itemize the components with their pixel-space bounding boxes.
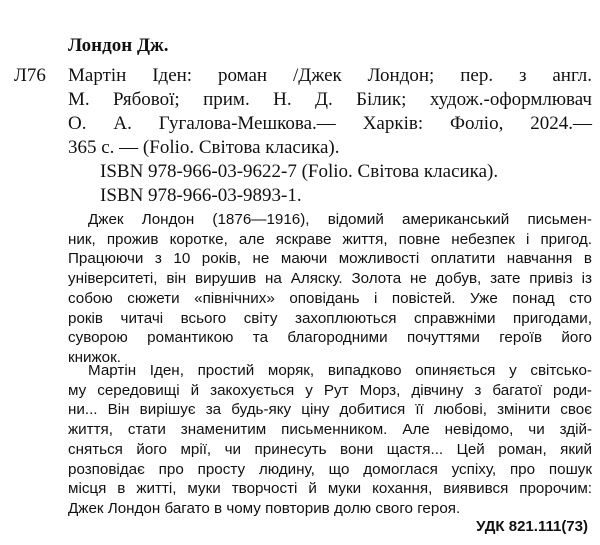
annotation-line: університеті, він вирушив на Аляску. Золота не добув, зате привіз із — [68, 270, 592, 288]
bibliographic-description — [68, 64, 592, 160]
annotation-line: собою сюжети «північних» оповідань і повістей. Уже понад сто — [68, 289, 592, 307]
annotation-line: Працюючи з 10 років, не маючи можливості оплатити навчання в — [68, 250, 592, 268]
bibliographic-line: Мартін Іден: роман /Джек Лондон; пер. з англ. — [68, 65, 592, 86]
bibliographic-line: 365 с. — (Folio. Світова класика). — [68, 137, 340, 158]
annotation-line: суворою романтикою та благородними почуттями героїв його — [68, 329, 592, 347]
annotation-line: Джек Лондон багато в чому повторив долю свого героя. — [68, 499, 461, 517]
classification-mark: Л76 — [14, 65, 46, 86]
bibliographic-line: М. Рябової; прим. Н. Д. Білик; худож.-оформлювач — [68, 89, 592, 110]
isbn-block — [68, 160, 592, 208]
isbn-line: ISBN 978-966-03-9893-1. — [100, 185, 302, 206]
isbn-line: ISBN 978-966-03-9622-7 (Folio. Світова класика). — [100, 161, 499, 182]
bibliographic-line: О. А. Гугалова-Мешкова.— Харків: Фоліо, 2024.— — [68, 113, 592, 134]
udk-code: УДК 821.111(73) — [476, 518, 588, 535]
annotation-line: років читачі всього світу захоплюються справжніми пригодами, — [68, 309, 592, 327]
annotation-line: місця в житті, муки творчості й муки кохання, виявився пророчим: — [68, 480, 592, 498]
annotation-paragraph-2 — [68, 361, 592, 519]
author-heading: Лондон Дж. — [68, 35, 169, 56]
annotation-line: книжок. — [68, 348, 121, 366]
annotation-paragraph-1 — [68, 210, 592, 368]
annotation-line: му середовищі й закохується у Рут Морз, дівчину з багатої роди- — [68, 381, 592, 399]
annotation-line: сняться його мрії, чи принесуть вони щастя... Цей роман, який — [68, 440, 592, 458]
annotation-line: Джек Лондон (1876—1916), відомий американський письмен- — [88, 211, 592, 228]
annotation-line: Мартін Іден, простий моряк, випадково опиняється у світсько- — [88, 362, 592, 379]
annotation-line: розповідає про просту людину, що домоглася успіху, про пошук — [68, 460, 592, 478]
annotation-line: життя, стати знаменитим письменником. Але невідомо, чи здій- — [68, 421, 592, 439]
annotation-line: ни... Він вирішує за будь-яку ціну добитися її любові, змінити своє — [68, 401, 592, 419]
annotation-line: ник, прожив коротке, але яскраве життя, повне небезпек і пригод. — [68, 230, 592, 248]
